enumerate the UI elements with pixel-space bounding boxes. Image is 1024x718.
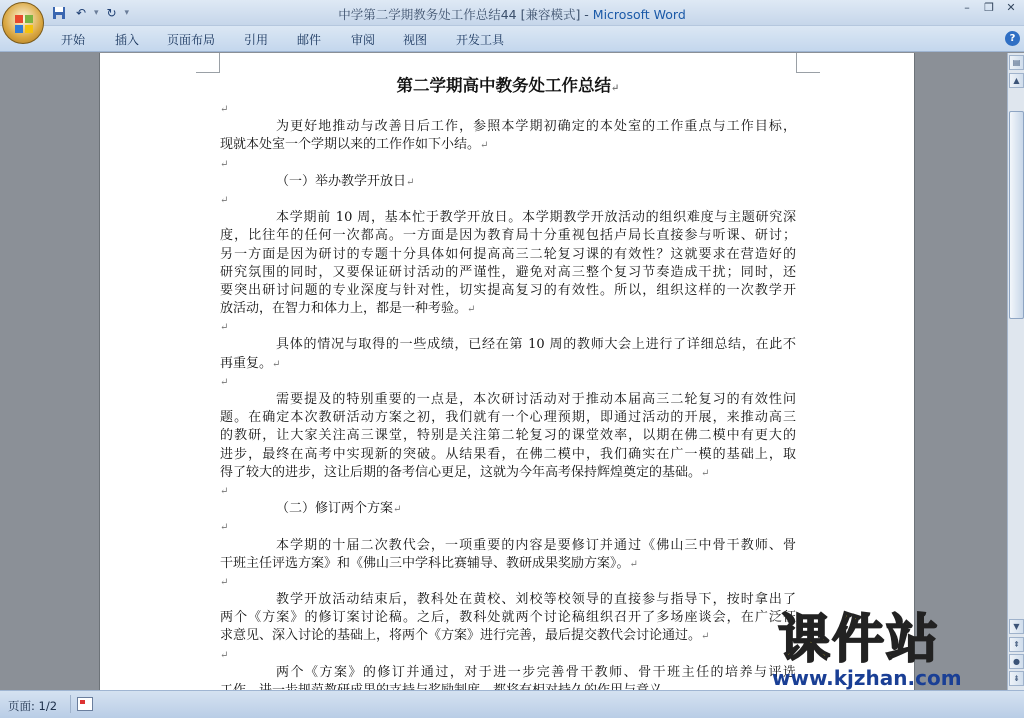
paragraph-mark: ↵ [480, 140, 489, 152]
tab-view[interactable]: 视图 [403, 33, 428, 47]
body-line: 另一方面是因为研讨的专题十分具体如何提高高三二轮复习课的有效性？这就要求在营造好的 [220, 246, 796, 262]
body-line: 本学期的十届二次教代会，一项重要的内容是要修订并通过《佛山三中骨干教师、骨 [276, 537, 796, 553]
app-name: Microsoft Word [592, 7, 686, 22]
document-body[interactable] [220, 72, 796, 700]
body-line: 度，比往年的任何一次都高。一方面是因为教育局十分重视包括卢局长直接参与听课、研讨； [220, 228, 796, 244]
tab-mailings[interactable]: 邮件 [297, 33, 322, 47]
paragraph-mark: ↵ [220, 485, 229, 497]
undo-icon[interactable]: ↶ [75, 6, 87, 20]
paragraph-mark: ↵ [629, 558, 638, 570]
body-line-text: 放活动，在智力和体力上，都是一种考验。 [220, 301, 468, 317]
body-line: 需要提及的特别重要的一点是，本次研讨活动对于推动本届高三二轮复习的有效性问 [276, 392, 796, 407]
previous-page-icon[interactable]: ⇞ [1009, 637, 1024, 652]
tab-page-layout[interactable]: 页面布局 [167, 33, 216, 47]
body-line [220, 464, 796, 482]
page-indicator[interactable]: 页面: 1/2 [8, 699, 58, 713]
body-line: 具体的情况与取得的一些成绩，已经在第 10 周的教师大会上进行了详细总结，在此不 [276, 337, 796, 353]
watermark-logo [772, 610, 1012, 695]
paragraph-mark: ↵ [611, 83, 620, 94]
paragraph-mark: ↵ [220, 522, 229, 534]
body-line-text: 现就本处室一个学期以来的工作作如下小结。 [220, 137, 481, 153]
customize-qat-icon[interactable]: ▾ [124, 8, 130, 18]
paragraph-mark: ↵ [220, 649, 229, 661]
body-line-text: 求意见、深入讨论的基础上，将两个《方案》进行完善，最后提交教代会讨论通过。 [220, 628, 702, 644]
next-page-icon[interactable]: ⇟ [1009, 671, 1024, 686]
watermark-text: 课件站 [778, 610, 941, 670]
document-heading [220, 72, 796, 100]
tab-insert[interactable]: 插入 [115, 33, 140, 47]
body-line: 要突出研讨问题的专业深度与针对性，切实提高复习的有效性。所以，组织这样的一次教学开 [220, 282, 796, 298]
status-divider [70, 695, 71, 713]
document-name: 中学第二学期教务处工作总结44 [兼容模式] - [338, 7, 593, 22]
watermark-url: www.kjzhan.com [772, 666, 962, 690]
paragraph-mark: ↵ [701, 631, 710, 643]
paragraph-mark: ↵ [393, 504, 402, 516]
body-line: 题。在确定本次教研活动方案之初，我们就有一个心理预期，即通过活动的开展，来推动高三 [220, 410, 796, 426]
office-button[interactable] [2, 2, 44, 44]
redo-icon[interactable]: ↻ [106, 6, 117, 20]
scroll-up-icon[interactable]: ▲ [1009, 73, 1024, 88]
paragraph-mark: ↵ [220, 158, 229, 170]
margin-corner-mark [796, 53, 820, 73]
body-line [220, 355, 796, 373]
title-bar [0, 0, 1024, 26]
tab-developer[interactable]: 开发工具 [456, 33, 505, 47]
document-page[interactable] [99, 53, 915, 690]
section-heading-text: （一）举办教学开放日 [276, 173, 407, 189]
body-line: 教学开放活动结束后，教科处在黄校、刘校等校领导的直接参与指导下，按时拿出了 [276, 592, 796, 608]
paragraph-mark: ↵ [220, 104, 229, 115]
body-line: 本学期前 10 周，基本忙于教学开放日。本学期教学开放活动的组织难度与主题研究深 [276, 210, 796, 226]
paragraph-mark: ↵ [220, 376, 229, 388]
paragraph-mark: ↵ [220, 576, 229, 588]
office-logo-icon [14, 14, 34, 34]
help-icon[interactable]: ? [1005, 31, 1020, 46]
paragraph-mark: ↵ [406, 176, 415, 188]
body-line-text: 得了较大的进步，这让后期的备考信心更足，这就为今年高考保持辉煌奠定的基础。 [220, 464, 702, 480]
select-browse-object-icon[interactable]: ● [1009, 654, 1024, 669]
body-line: 进步，最终在高考中实现新的突破。从结果看，在佛二模中，我们确实在广一模的基础上，取 [220, 446, 796, 462]
body-line [220, 627, 796, 645]
body-line-text: 再重复。 [220, 355, 273, 371]
scroll-thumb[interactable] [1009, 111, 1024, 319]
undo-dropdown-icon[interactable]: ▾ [94, 8, 99, 18]
vertical-scrollbar[interactable] [1007, 53, 1024, 690]
body-line: 为更好地推动与改善日后工作，参照本学期初确定的本处室的工作重点与工作目标， [276, 119, 796, 135]
body-line [220, 555, 796, 573]
body-line [220, 300, 796, 318]
window-controls [956, 1, 1022, 17]
ribbon-tabs [0, 26, 1024, 52]
window-title [0, 5, 1024, 23]
section-heading [220, 500, 796, 518]
section-heading [220, 173, 796, 191]
body-line: 的教研，让大家关注高三课堂，特别是关注第二轮复习的课堂效率，以期在佛二模中有更大的 [220, 428, 796, 444]
scroll-down-icon[interactable]: ▼ [1009, 619, 1024, 634]
body-line-text: 干班主任评选方案》和《佛山三中学科比赛辅导、教研成果奖励方案》。 [220, 555, 630, 571]
paragraph-mark: ↵ [272, 358, 281, 370]
body-line: 两个《方案》的修订并通过，对于进一步完善骨干教师、骨干班主任的培养与评选 [276, 664, 796, 680]
tab-home[interactable]: 开始 [61, 33, 86, 47]
body-line: 研究氛围的同时，又要保证研讨活动的严谨性，避免对高三整个复习节奏造成干扰；同时，还 [220, 264, 796, 280]
close-icon[interactable]: ✕ [1006, 1, 1016, 14]
section-heading-text: （二）修订两个方案 [276, 501, 394, 517]
minimize-icon[interactable]: – [964, 1, 970, 14]
margin-corner-mark [196, 53, 220, 73]
tab-references[interactable]: 引用 [244, 33, 269, 47]
body-line: 两个《方案》的修订案讨论稿。之后，教科处就两个讨论稿组织召开了多场座谈会，在广泛征 [220, 610, 796, 626]
paragraph-mark: ↵ [701, 467, 710, 479]
body-line [220, 136, 796, 154]
paragraph-mark: ↵ [220, 322, 229, 334]
paragraph-mark: ↵ [220, 194, 229, 206]
document-area[interactable] [0, 53, 1007, 690]
tab-review[interactable]: 审阅 [351, 33, 376, 47]
heading-text: 第二学期高中教务处工作总结 [396, 76, 612, 95]
ruler-toggle-icon[interactable]: ▤ [1009, 55, 1024, 70]
restore-icon[interactable]: ❐ [984, 1, 994, 14]
proofing-status-icon[interactable] [77, 697, 93, 711]
paragraph-mark: ↵ [467, 304, 476, 316]
